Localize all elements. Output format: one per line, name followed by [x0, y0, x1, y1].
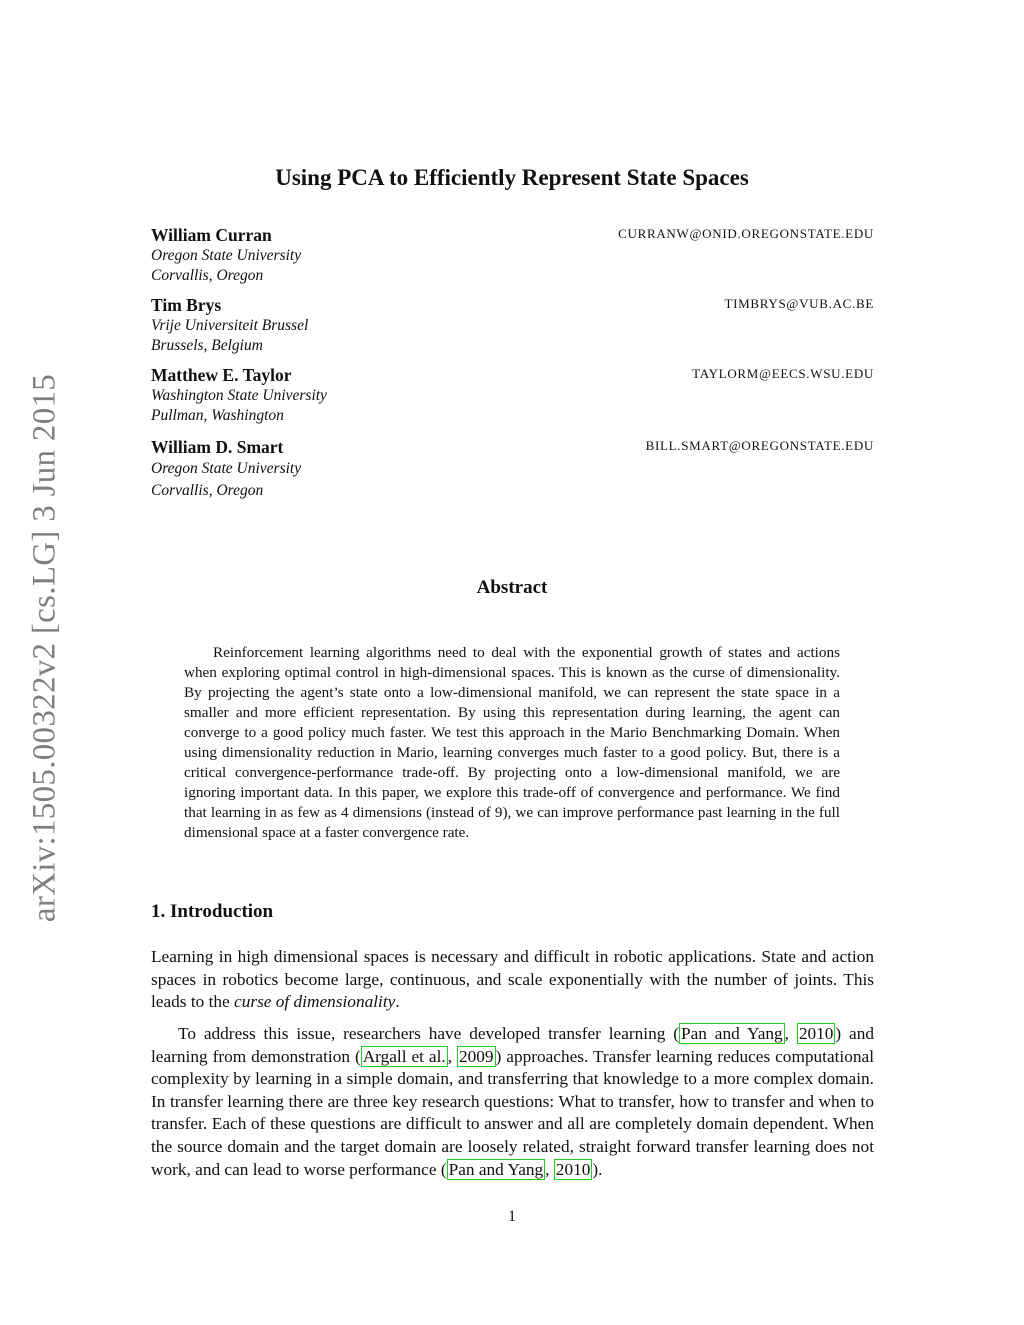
author-name: William Curran	[151, 225, 272, 245]
paragraph-text: ) approaches. Transfer learning reduces computational complexity by learning in a simple domain, and transferring that knowledge to a more complex domain. In transfer learning there are three key research questions: What to transfer, how to transfer and when to transfer. Each of these questions are difficult to answer and all are completely domain dependent. When the source domain and the target domain are loosely related, straight forward transfer learning does not work, and can lead to worse performance (	[151, 1046, 874, 1179]
author-name: Tim Brys	[151, 295, 222, 315]
author-block	[151, 224, 874, 286]
citation-link-argall-year[interactable]: 2009	[459, 1046, 494, 1066]
author-email: TAYLORM@EECS.WSU.EDU	[692, 366, 874, 381]
citation-separator: ,	[545, 1159, 554, 1179]
section-heading-introduction: 1. Introduction	[151, 901, 274, 922]
abstract-text: Reinforcement learning algorithms need to deal with the exponential growth of states and actions when exploring optimal control in high-dimensional spaces. This is known as the curse of dimensionality. By projecting the agent’s state onto a low-dimensional manifold, we can represent the state space in a smaller and more efficient representation. By using this representation during learning, the agent can converge to a good policy much faster. We test this approach in the Mario Benchmarking Domain. When using dimensionality reduction in Mario, learning converges much faster to a good policy. But, there is a critical convergence-performance trade-off. By projecting onto a low-dimensional manifold, we are ignoring important data. In this paper, we explore this trade-off of convergence and performance. We find that learning in as few as 4 dimensions (instead of 9), we can improve performance past learning in the full dimensional space at a faster convergence rate.	[184, 644, 840, 842]
author-location: Pullman, Washington	[151, 407, 284, 424]
intro-paragraph-2	[151, 1023, 874, 1181]
citation-link-pan-yang[interactable]: Pan and Yang	[448, 1159, 544, 1179]
paragraph-text: Learning in high dimensional spaces is necessary and difficult in robotic applications. State and action spaces in robotics become large, continuous, and scale exponentially with the number of joints. This leads to the	[151, 947, 874, 1012]
citation-link-argall[interactable]: Argall et al.	[362, 1046, 446, 1066]
author-email: TIMBRYS@VUB.AC.BE	[724, 296, 874, 311]
author-affiliation: Oregon State University	[151, 460, 302, 477]
paper-title: Using PCA to Efficiently Represent State Spaces	[275, 165, 749, 190]
arxiv-identifier: arXiv:1505.00322v2 [cs.LG] 3 Jun 2015	[26, 373, 63, 923]
citation-link-pan-yang[interactable]: Pan and Yang	[680, 1024, 783, 1043]
author-block	[151, 364, 874, 426]
author-email: CURRANW@ONID.OREGONSTATE.EDU	[618, 226, 874, 241]
citation-separator: ,	[447, 1046, 457, 1066]
emphasis-text: curse of dimensionality	[234, 992, 396, 1012]
author-location: Corvallis, Oregon	[151, 267, 264, 284]
author-name: William D. Smart	[151, 437, 284, 457]
citation-link-pan-yang-year[interactable]: 2010	[555, 1159, 591, 1179]
author-block	[151, 294, 874, 356]
author-affiliation: Washington State University	[151, 387, 327, 404]
paragraph-text: To address this issue, researchers have developed transfer learning (	[178, 1024, 679, 1043]
author-affiliation: Vrije Universiteit Brussel	[151, 317, 309, 334]
citation-link-pan-yang-year[interactable]: 2010	[798, 1024, 834, 1043]
author-name: Matthew E. Taylor	[151, 365, 292, 385]
paragraph-text: ).	[592, 1159, 603, 1179]
paragraph-text: .	[395, 992, 400, 1012]
author-email: BILL.SMART@OREGONSTATE.EDU	[645, 438, 874, 453]
author-location: Corvallis, Oregon	[151, 482, 264, 499]
author-affiliation: Oregon State University	[151, 247, 302, 264]
intro-paragraph-1	[151, 946, 874, 1014]
abstract-heading: Abstract	[476, 577, 548, 598]
author-location: Brussels, Belgium	[151, 337, 263, 354]
citation-separator: ,	[784, 1024, 797, 1043]
paragraph-text: ) and learning from demonstration (	[151, 1024, 874, 1066]
page-number: 1	[508, 1208, 516, 1225]
author-block	[151, 436, 874, 502]
